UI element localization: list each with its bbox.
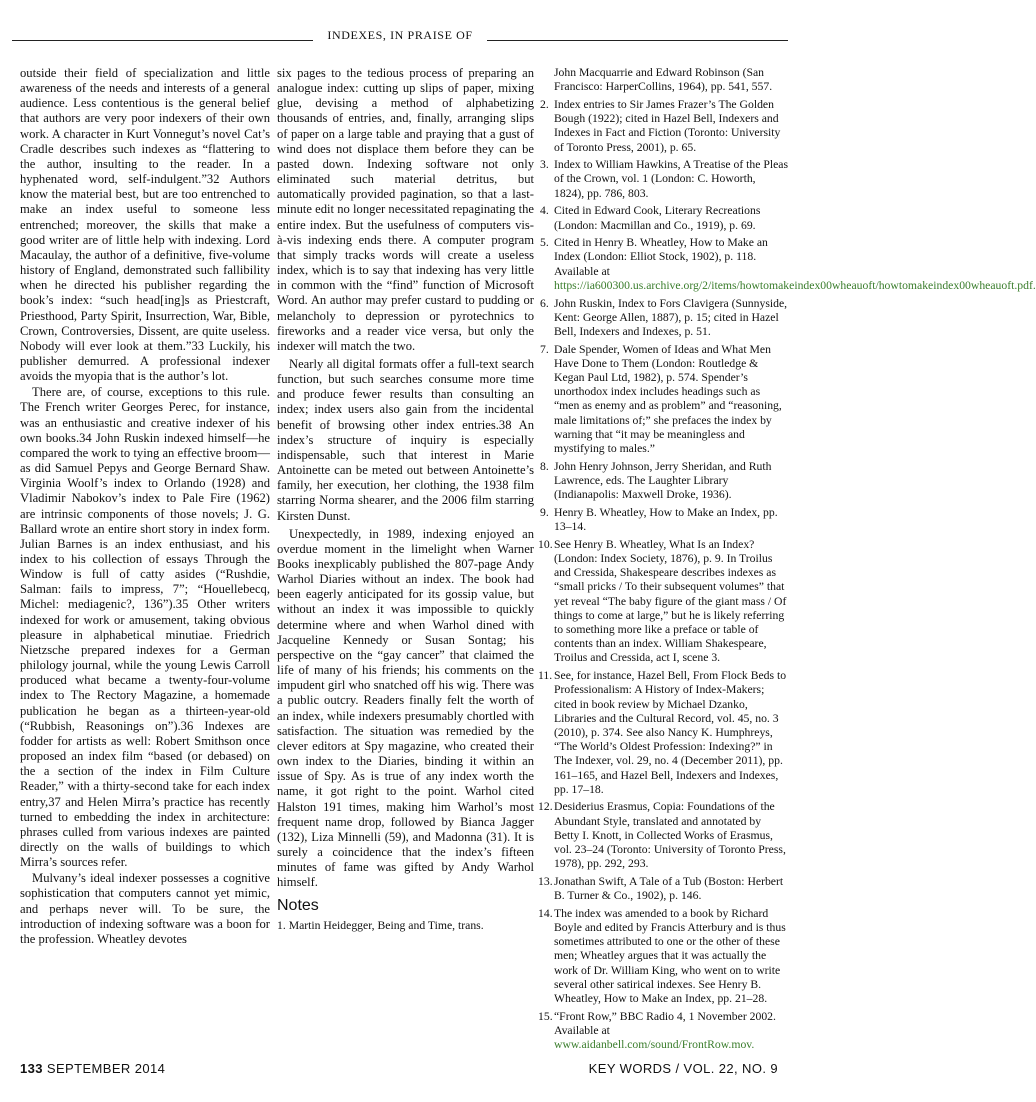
note-text: The index was amended to a book by Richard Boyle and edited by Francis Atterbury and is thus sometimes attributed to one or the other of these men; Wheatley argues that it was actually the work of Dr. William King, who went on to write several other satirical indexes. See Henry B. Wheatley, How to Make an Index, pp. 21–28. [554, 906, 786, 1006]
note-item [540, 98, 788, 155]
note-text: John Macquarrie and Edward Robinson (San Francisco: HarperCollins, 1964), pp. 541, 557. [554, 66, 773, 94]
note-text: John Ruskin, Index to Fors Clavigera (Sunnyside, Kent: George Allen, 1887), p. 15; cited in Hazel Bell, Indexers and Indexes, p. 51. [554, 296, 788, 338]
note-1: 1. Martin Heidegger, Being and Time, trans. [277, 919, 484, 933]
note-number: 13. [538, 874, 553, 888]
note-item [540, 669, 788, 797]
note-text: Henry B. Wheatley, How to Make an Index, pp. 13–14. [554, 505, 778, 534]
notes-list [538, 66, 1036, 1052]
note-item [540, 460, 788, 503]
note-item [540, 506, 788, 534]
column-2 [277, 66, 534, 933]
body-paragraph: six pages to the tedious process of preparing an analogue index: cutting up slips of paper, mixing glue, devising a method of alphabetizing thousands of entries, and, finally, arranging slips of paper on a large table and praying that a gust of wind does not displace them before they can be pasted down. Indexing software not only eliminated such material detritus, but automatically provided pagination, so that a last-minute edit no longer necessitated repaginating the entire index. But the usefulness of computers vis-à-vis indexing ends there. A computer program that simply tracks words will create a useless index, which is to say that indexing has very little in common with the “find” function of Microsoft Word. An author may prefer custard to pudding or melancholy to depression or pyrotechnics to fireworks and a reader vice versa, but only the indexer will match the two. [277, 66, 534, 353]
note-number: 3. [540, 158, 549, 172]
column-1 [20, 66, 270, 947]
note-item [540, 875, 788, 903]
note-number: 4. [540, 204, 549, 218]
note-number: 2. [540, 97, 549, 111]
note-item [540, 800, 788, 871]
note-item [540, 343, 788, 457]
note-number: 5. [540, 236, 549, 250]
note-text: Cited in Edward Cook, Literary Recreations (London: Macmillan and Co., 1919), p. 69. [554, 204, 761, 232]
note-number: 6. [540, 296, 549, 310]
note-text: “Front Row,” BBC Radio 4, 1 November 2002. Available at [554, 1009, 776, 1037]
journal-name: KEY WORDS / VOL. 22, NO. 9 [588, 1061, 778, 1076]
note-text: Index to William Hawkins, A Treatise of the Pleas of the Crown, vol. 1 (London: C. Howorth, 1824), pp. 786, 803. [554, 158, 789, 200]
note-item [540, 158, 788, 201]
body-paragraph: There are, of course, exceptions to this rule. The French writer Georges Perec, for instance, was an enthusiastic and creative indexer of his own books.34 John Ruskin indexed himself—he compared the work to tying an effective broom—as did Samuel Pepys and George Bernard Shaw. Virginia Woolf’s index to Orlando (1928) and Vladimir Nabokov’s index to Pale Fire (1962) are intrinsic components of those novels; J. G. Ballard wrote an entire short story in index form. Julian Barnes is an index enthusiast, and his index to his collection of essays Through the Window is full of catty asides (“Rushdie, Salman: fails to impress, 7”; “Houellebecq, Michel: mediagenic?, 136”).35 Other writers indexed for work or amusement, taking obvious pleasure in alphabetical minutiae. Friedrich Nietzsche prepared indexes for a German philology journal, while the young Lewis Carroll produced what became a twenty-four-volume index to The Rectory Magazine, a homemade publication he began as a thirteen-year-old (“Rubbish, Reasonings on”).36 Indexes are fodder for artists as well: Robert Smithson once proposed an index film “based (or debased) on the a section of the index in Film Culture Reader,” with a thirty-second take for each index entry,37 and Helen Mirra’s practice has recently turned to embedding the index in architecture: phrases culled from various indexes are painted directly on the walls of buildings to which Mirra’s sources refer. [20, 385, 270, 870]
note-number: 11. [538, 669, 553, 683]
note-number: 7. [540, 342, 549, 356]
note-text: John Henry Johnson, Jerry Sheridan, and Ruth Lawrence, eds. The Laughter Library (Indianapolis: Maxwell Droke, 1936). [554, 459, 772, 502]
note-item [540, 66, 788, 94]
note-text: Desiderius Erasmus, Copia: Foundations of the Abundant Style, translated and annotated by Betty I. Knott, in Collected Works of Erasmus, vol. 23–24 (Toronto: University of Toronto Press, 1978), pp. 292, 293. [554, 800, 786, 871]
column-3-notes [538, 66, 1036, 1056]
note-link[interactable]: www.aidanbell.com/sound/FrontRow.mov. [554, 1038, 755, 1052]
note-number: 12. [538, 800, 553, 814]
note-link[interactable]: https://ia600300.us.archive.org/2/items/howtomakeindex00wheauoft/howtomakeindex00wheauoft.pdf. [554, 278, 1036, 292]
note-item [540, 1010, 788, 1053]
body-paragraph: Nearly all digital formats offer a full-text search function, but such searches consume more time and produce fewer results than consulting an index; index users also gain from the incidental benefit of browsing other index entries.38 An index’s structure of inquiry is especially indispensable, such that interest in Marie Antoinette can be meted out between Antoinette’s family, her execution, her clothing, the 1938 film starring Norma shearer, and the 2006 film starring Kirsten Dunst. [277, 356, 534, 523]
note-item [540, 297, 788, 340]
note-text: Dale Spender, Women of Ideas and What Men Have Done to Them (London: Routledge & Kegan Paul Ltd, 1982), p. 574. Spender’s unorthodox index includes headings such as “men as enemy and as problem” and “reasoning, male limitations of;” she prefaces the index by warning that “it may be meaningless and mystifying to males.” [554, 342, 782, 456]
note-number: 14. [538, 906, 553, 920]
issue-date: SEPTEMBER 2014 [46, 1061, 166, 1076]
note-text: Cited in Henry B. Wheatley, How to Make an Index (London: Elliot Stock, 1902), p. 118. Available at [554, 236, 768, 278]
body-paragraph: Mulvany’s ideal indexer possesses a cognitive sophistication that computers cannot yet mimic, and perhaps never will. To be sure, the introduction of indexing software was a boon for the profession. Wheatley devotes [20, 871, 270, 946]
body-paragraph: Unexpectedly, in 1989, indexing enjoyed an overdue moment in the limelight when Warner Books inexplicably published the 807-page Andy Warhol Diaries without an index. The book had been eagerly anticipated for its gossip value, but without an index it was impossible to quickly determine where and when Warhol dined with Jacqueline Kennedy or Susan Sontag; his perspective on the “gay cancer” that claimed the life of many of his friends; his comments on the impudent girl who snatched off his wig. There was a public outcry. Readers finally felt the worth of an index, while indexers presumably chortled with satisfaction. The situation was remedied by the clever editors at Spy magazine, who created their own index to the Diaries, binding it within an issue of Spy. As is true of any index worth the name, it got right to the point. Warhol cited Halston 191 times, making him Warhol’s most frequent name drop, followed by Bianca Jagger (132), Liza Minnelli (59), and Madonna (31). It is surely a coincidence that the index’s fifteen minutes of fame was gifted by Andy Warhol himself. [277, 526, 534, 890]
page-number: 133 [20, 1061, 43, 1076]
note-text: See Henry B. Wheatley, What Is an Index? (London: Index Society, 1876), p. 9. In Troilus and Cressida, Shakespeare describes indexes as “small pricks / To their subsequent volumes” that yet reveal “The baby figure of the giant mass / Of things to come at large,” but he is likely referring to something more like a preface or table of contents than an index. William Shakespeare, Troilus and Cressida, act I, scene 3. [554, 537, 787, 665]
note-number: 9. [540, 505, 549, 519]
note-number: 15. [538, 1009, 553, 1023]
note-item [540, 204, 788, 232]
note-number: 8. [540, 459, 549, 473]
running-head-text: INDEXES, IN PRAISE OF [313, 28, 486, 42]
note-item [540, 236, 1036, 293]
note-text: Index entries to Sir James Frazer’s The Golden Bough (1922); cited in Hazel Bell, Indexers and Indexes in Fact and Fiction (Toronto: University of Toronto Press, 2001), p. 65. [554, 97, 781, 154]
note-text: See, for instance, Hazel Bell, From Flock Beds to Professionalism: A History of Index-Makers; cited in book review by Michael Dzanko, Libraries and the Cultural Record, vol. 45, no. 3 (2010), p. 374. See also Nancy K. Humphreys, “The World’s Oldest Profession: Indexing?” in The Indexer, vol. 29, no. 4 (December 2011), pp. 161–165, and Hazel Bell, Indexers and Indexes, pp. 17–18. [554, 669, 787, 796]
note-item [540, 538, 788, 666]
note-number: 10. [538, 537, 553, 551]
notes-heading: Notes [277, 897, 319, 915]
body-paragraph: outside their field of specialization and little awareness of the needs and interests of a general audience. Less contentious is the general belief that authors are very poor indexers of their own work. A character in Kurt Vonnegut’s novel Cat’s Cradle describes such indexes as “flattering to the author, insulting to the reader. In a hyphenated word, self-indulgent.”32 Authors know the material best, but are too entrenched to make an index useful to someone less entrenched; moreover, the skills that make a good writer are of little help with indexing. Lord Macaulay, the author of a definitive, five-volume history of England, demonstrated such fallibility when he directed his publisher regarding the book’s index: “such head[ing]s as Priestcraft, Priesthood, Party Spirit, Insurrection, War, Bible, Crown, Controversies, Dissent, are quite useless. Nobody will ever look at them.”33 Luckily, his publisher demurred. A professional indexer avoids the myopia that is the author’s lot. [20, 66, 270, 384]
running-head [0, 29, 800, 42]
note-item [540, 907, 788, 1006]
footer-left [20, 1061, 165, 1076]
note-text: Jonathan Swift, A Tale of a Tub (Boston: Herbert B. Turner & Co., 1902), p. 146. [554, 874, 784, 903]
